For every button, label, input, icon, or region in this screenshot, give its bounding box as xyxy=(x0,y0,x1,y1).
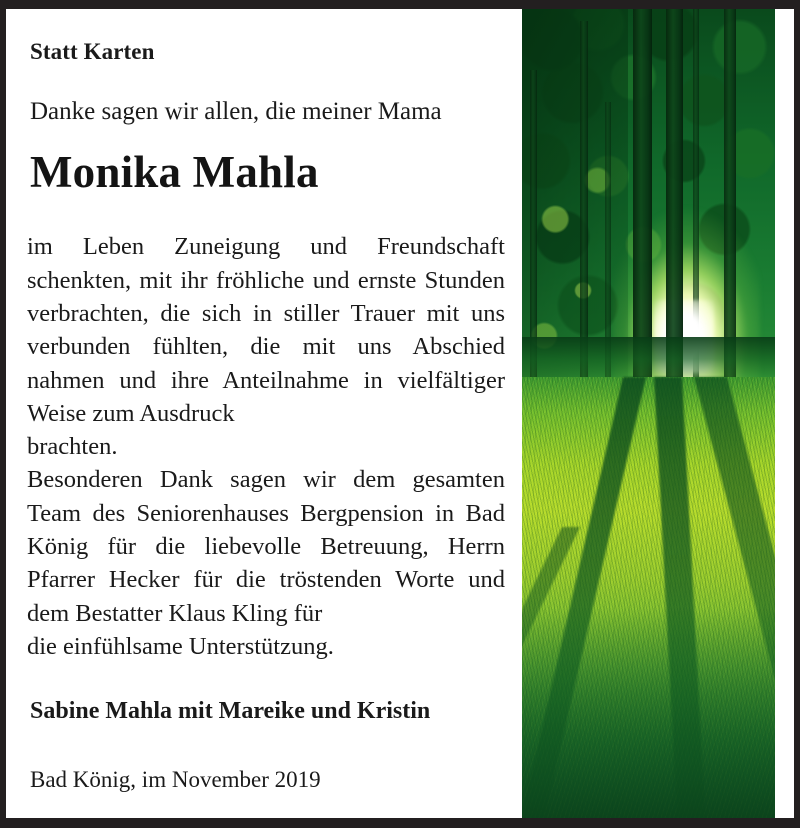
notice-text-column xyxy=(6,9,516,818)
frame-border-top xyxy=(0,0,800,9)
body-paragraph-1 xyxy=(27,230,505,463)
body-paragraph-2-last-line: die einfühlsame Unterstützung. xyxy=(27,633,334,661)
body-paragraph-1-last-line: brachten. xyxy=(27,433,118,461)
body-paragraph-1-text: im Leben Zuneigung und Freundschaft schenkten, mit ihr fröhliche und ernste Stunden verbrachten, die sich in stiller Trauer mit uns verbunden fühlten, die mit uns Abschied nahmen und ihre Anteilnahme in vielfältiger Weise zum Ausdruck xyxy=(27,233,505,427)
body-paragraph-2-text: Besonderen Dank sagen wir dem gesamten Team des Seniorenhauses Bergpension in Bad König für die liebevolle Betreuung, Herrn Pfarrer Hecker für die tröstenden Worte und dem Bestatter Klaus Kling für xyxy=(27,466,505,627)
signature-line: Sabine Mahla mit Mareike und Kristin xyxy=(30,698,431,725)
deceased-name: Monika Mahla xyxy=(30,147,319,198)
foreground-shade xyxy=(522,608,775,818)
forest-sunlight-photo xyxy=(522,9,775,818)
frame-border-left xyxy=(0,0,6,828)
notice-body xyxy=(27,230,505,663)
frame-border-right xyxy=(794,0,800,828)
tree-trunk xyxy=(724,9,735,377)
notice-photo-column xyxy=(506,9,794,818)
tree-trunk xyxy=(530,70,538,377)
distant-treeline xyxy=(522,337,775,377)
body-paragraph-2 xyxy=(27,463,505,663)
tree-trunk xyxy=(580,21,588,377)
tree-trunk xyxy=(666,9,682,377)
statt-karten-heading: Statt Karten xyxy=(30,39,155,64)
lead-line: Danke sagen wir allen, die meiner Mama xyxy=(30,98,442,126)
tree-trunk xyxy=(633,9,652,377)
place-and-date: Bad König, im November 2019 xyxy=(30,767,321,793)
frame-border-bottom xyxy=(0,818,800,828)
